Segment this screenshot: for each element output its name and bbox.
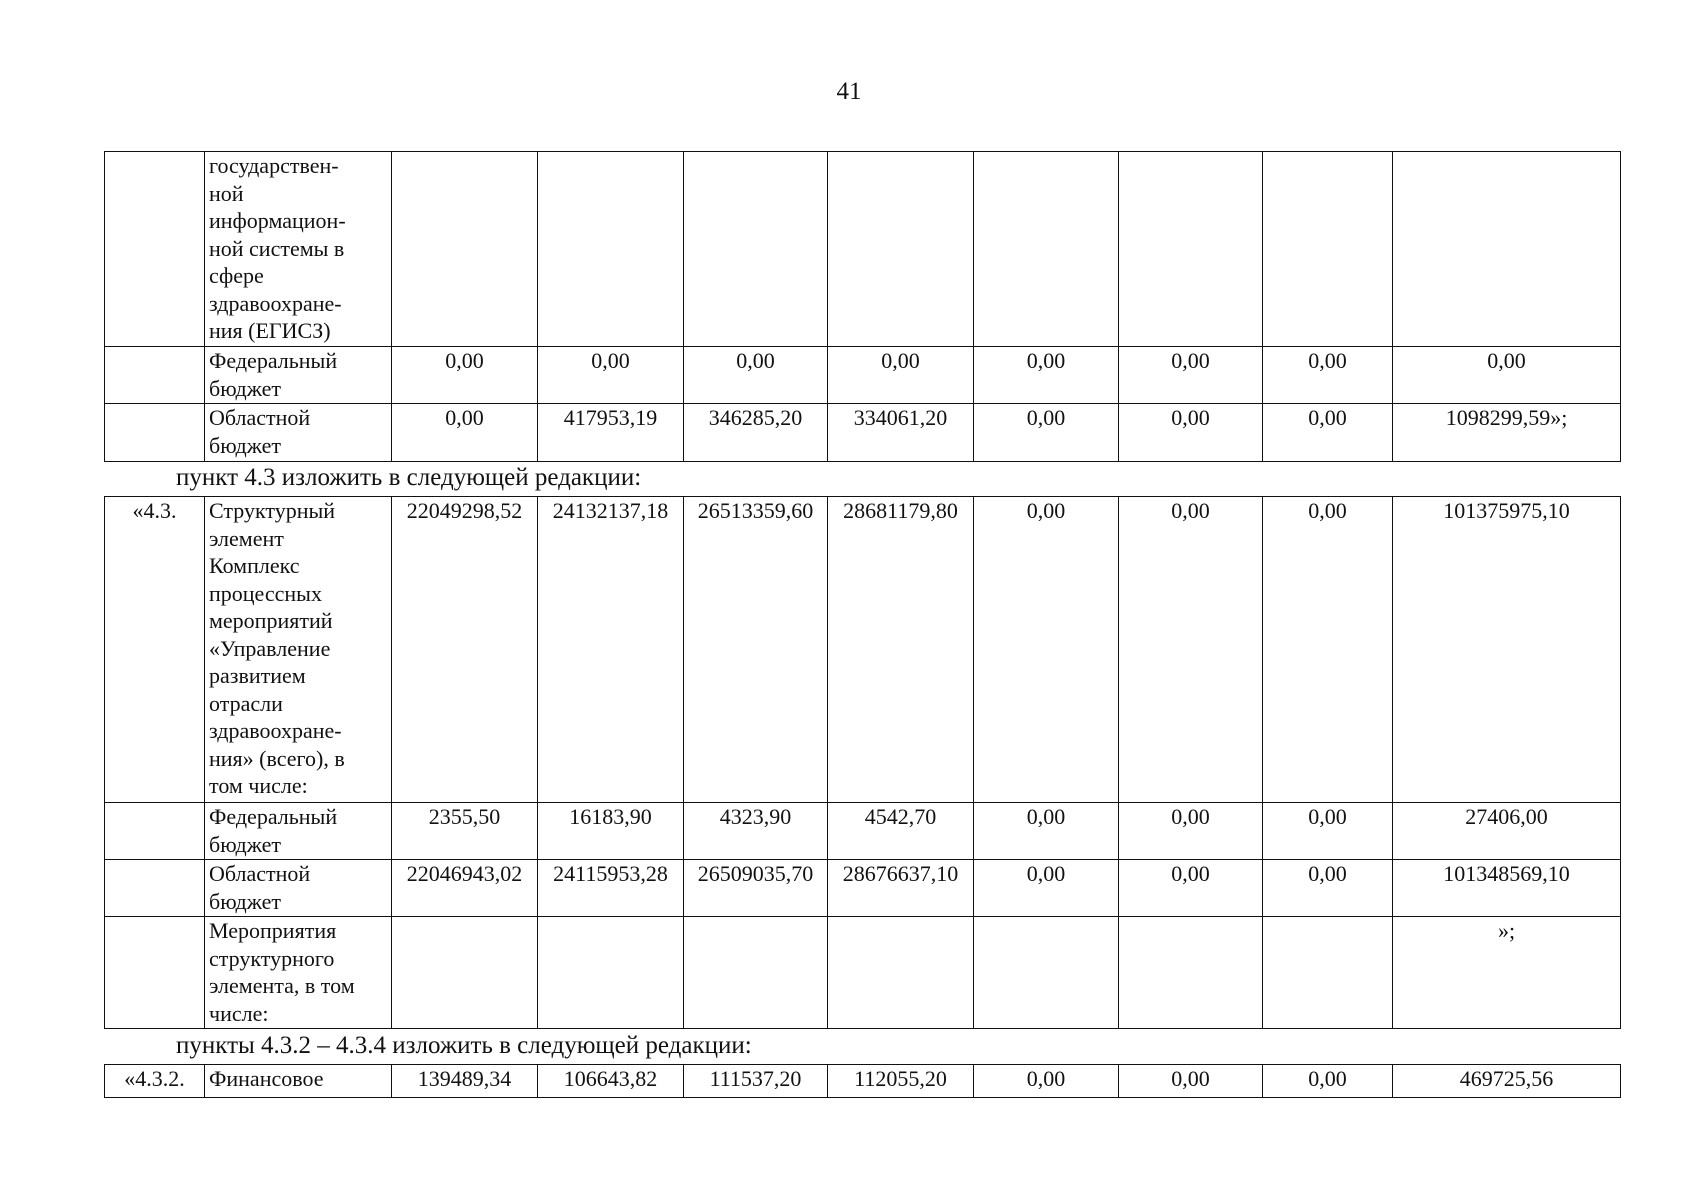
value-cell: »; <box>1393 917 1621 1029</box>
row-name-cell <box>205 152 392 347</box>
row-code-cell: «4.3.2. <box>105 1065 205 1098</box>
value-cell: 0,00 <box>1119 860 1263 917</box>
value-cell <box>392 152 538 347</box>
value-cell: 417953,19 <box>538 404 684 462</box>
value-cell: 346285,20 <box>684 404 828 462</box>
instruction-note-4-3: пункт 4.3 изложить в следующей редакции: <box>176 464 642 491</box>
row-name-text: Федеральный бюджет <box>209 348 338 401</box>
value-cell: 0,00 <box>828 347 974 404</box>
value-cell: 112055,20 <box>828 1065 974 1098</box>
value-cell <box>1119 152 1263 347</box>
table-row <box>105 803 1621 860</box>
value-cell: 26513359,60 <box>684 497 828 803</box>
table-row <box>105 1065 1621 1098</box>
value-cell: 27406,00 <box>1393 803 1621 860</box>
row-name-text: Областной бюджет <box>209 861 311 914</box>
value-cell: 0,00 <box>1119 404 1263 462</box>
table-row <box>105 917 1621 1029</box>
budget-table-4-3 <box>104 496 1621 1029</box>
row-code-cell <box>105 152 205 347</box>
value-cell: 0,00 <box>1263 1065 1393 1098</box>
value-cell: 26509035,70 <box>684 860 828 917</box>
table-row <box>105 404 1621 462</box>
value-cell: 24115953,28 <box>538 860 684 917</box>
row-name-text: Структурный элемент Комплекс процессных мероприятий «Управление развитием отрасли здравоохране- ния» (всего), в том числе: <box>209 498 345 798</box>
row-code-cell <box>105 860 205 917</box>
value-cell <box>1119 917 1263 1029</box>
value-cell <box>974 917 1119 1029</box>
row-code-cell <box>105 917 205 1029</box>
value-cell <box>828 152 974 347</box>
row-code-cell <box>105 404 205 462</box>
value-cell <box>828 917 974 1029</box>
value-cell: 28681179,80 <box>828 497 974 803</box>
instruction-note-4-3-2: пункты 4.3.2 – 4.3.4 изложить в следующей редакции: <box>176 1032 752 1059</box>
value-cell: 0,00 <box>974 1065 1119 1098</box>
row-name-cell <box>205 860 392 917</box>
row-name-cell <box>205 917 392 1029</box>
value-cell: 0,00 <box>1119 1065 1263 1098</box>
row-name-cell <box>205 497 392 803</box>
table-row <box>105 152 1621 347</box>
row-name-cell <box>205 347 392 404</box>
value-cell: 334061,20 <box>828 404 974 462</box>
budget-table-continued <box>104 151 1621 462</box>
value-cell: 0,00 <box>392 404 538 462</box>
row-code-cell <box>105 803 205 860</box>
value-cell <box>392 917 538 1029</box>
value-cell: 4323,90 <box>684 803 828 860</box>
value-cell: 0,00 <box>392 347 538 404</box>
row-code-cell <box>105 347 205 404</box>
value-cell: 0,00 <box>974 860 1119 917</box>
value-cell: 101375975,10 <box>1393 497 1621 803</box>
value-cell: 22046943,02 <box>392 860 538 917</box>
table-row <box>105 347 1621 404</box>
value-cell: 0,00 <box>538 347 684 404</box>
value-cell: 0,00 <box>1263 347 1393 404</box>
row-name-text: Мероприятия структурного элемента, в том числе: <box>209 918 355 1026</box>
value-cell <box>1263 152 1393 347</box>
value-cell: 22049298,52 <box>392 497 538 803</box>
value-cell: 106643,82 <box>538 1065 684 1098</box>
value-cell <box>684 152 828 347</box>
value-cell: 24132137,18 <box>538 497 684 803</box>
value-cell: 2355,50 <box>392 803 538 860</box>
value-cell: 0,00 <box>1119 803 1263 860</box>
value-cell: 0,00 <box>974 803 1119 860</box>
row-name-text: Федеральный бюджет <box>209 804 338 857</box>
value-cell: 28676637,10 <box>828 860 974 917</box>
table-row <box>105 497 1621 803</box>
table-row <box>105 860 1621 917</box>
value-cell: 0,00 <box>1393 347 1621 404</box>
row-name-cell <box>205 803 392 860</box>
value-cell: 0,00 <box>974 497 1119 803</box>
value-cell: 0,00 <box>1263 497 1393 803</box>
value-cell: 0,00 <box>1263 404 1393 462</box>
value-cell: 4542,70 <box>828 803 974 860</box>
value-cell: 0,00 <box>974 404 1119 462</box>
value-cell <box>684 917 828 1029</box>
value-cell: 0,00 <box>1263 860 1393 917</box>
budget-table-4-3-2 <box>104 1064 1621 1098</box>
value-cell: 0,00 <box>974 347 1119 404</box>
row-name-text: Финансовое <box>209 1066 324 1091</box>
value-cell <box>538 917 684 1029</box>
value-cell: 0,00 <box>1263 803 1393 860</box>
value-cell <box>1263 917 1393 1029</box>
value-cell: 139489,34 <box>392 1065 538 1098</box>
value-cell: 469725,56 <box>1393 1065 1621 1098</box>
value-cell: 111537,20 <box>684 1065 828 1098</box>
value-cell: 0,00 <box>684 347 828 404</box>
value-cell <box>974 152 1119 347</box>
row-name-cell <box>205 1065 392 1098</box>
value-cell: 1098299,59»; <box>1393 404 1621 462</box>
value-cell: 101348569,10 <box>1393 860 1621 917</box>
row-name-text: Областной бюджет <box>209 405 311 458</box>
row-code-cell: «4.3. <box>105 497 205 803</box>
value-cell: 0,00 <box>1119 497 1263 803</box>
value-cell: 16183,90 <box>538 803 684 860</box>
value-cell <box>538 152 684 347</box>
row-name-cell <box>205 404 392 462</box>
value-cell: 0,00 <box>1119 347 1263 404</box>
page-number: 41 <box>836 78 862 105</box>
value-cell <box>1393 152 1621 347</box>
row-name-text: государствен- ной информацион- ной системы в сфере здравоохране- ния (ЕГИСЗ) <box>209 153 346 343</box>
